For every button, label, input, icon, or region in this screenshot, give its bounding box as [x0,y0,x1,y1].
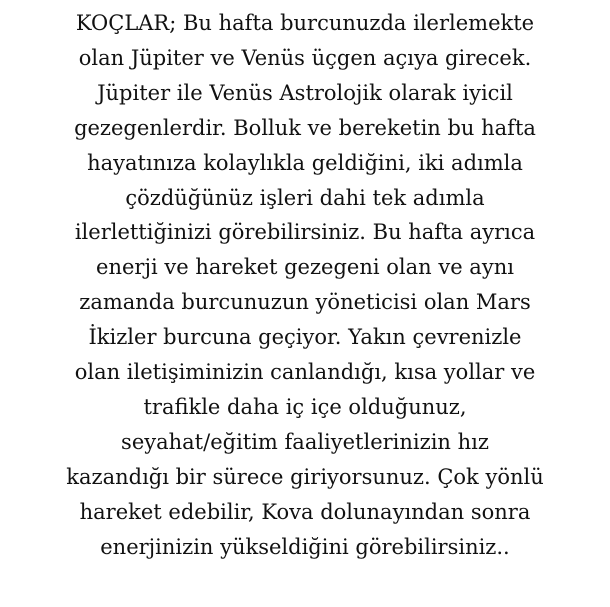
text-line: hayatınıza kolaylıkla geldiğini, iki adımla [87,150,523,175]
text-line: olan Jüpiter ve Venüs üçgen açıya girecek. [78,45,532,70]
text-line: çözdüğünüz işleri dahi tek adımla [125,185,485,210]
text-line: Jüpiter ile Venüs Astrolojik olarak iyicil [97,80,513,105]
text-line: KOÇLAR; Bu hafta burcunuzda ilerlemekte [75,11,535,35]
text-line: ilerlettiğinizi görebilirsiniz. Bu hafta ayrıca [74,220,536,245]
text-line: kazandığı bir sürece giriyorsunuz. Çok yönlü [66,464,544,489]
text-line: seyahat/eğitim faaliyetlerinizin hız [121,429,489,454]
text-line: gezegenlerdir. Bolluk ve bereketin bu hafta [74,115,536,140]
text-line: İkizler burcuna geçiyor. Yakın çevrenizle [88,325,522,350]
text-line: enerjinizin yükseldiğini görebilirsiniz.. [100,534,510,559]
text-line: olan iletişiminizin canlandığı, kısa yollar ve [74,360,536,385]
text-line: hareket edebilir, Kova dolunayından sonra [79,499,531,524]
text-line: enerji ve hareket gezegeni olan ve aynı [96,255,514,280]
text-line: zamanda burcunuzun yöneticisi olan Mars [79,290,531,315]
text-line: trafikle daha iç içe olduğunuz, [143,394,467,419]
